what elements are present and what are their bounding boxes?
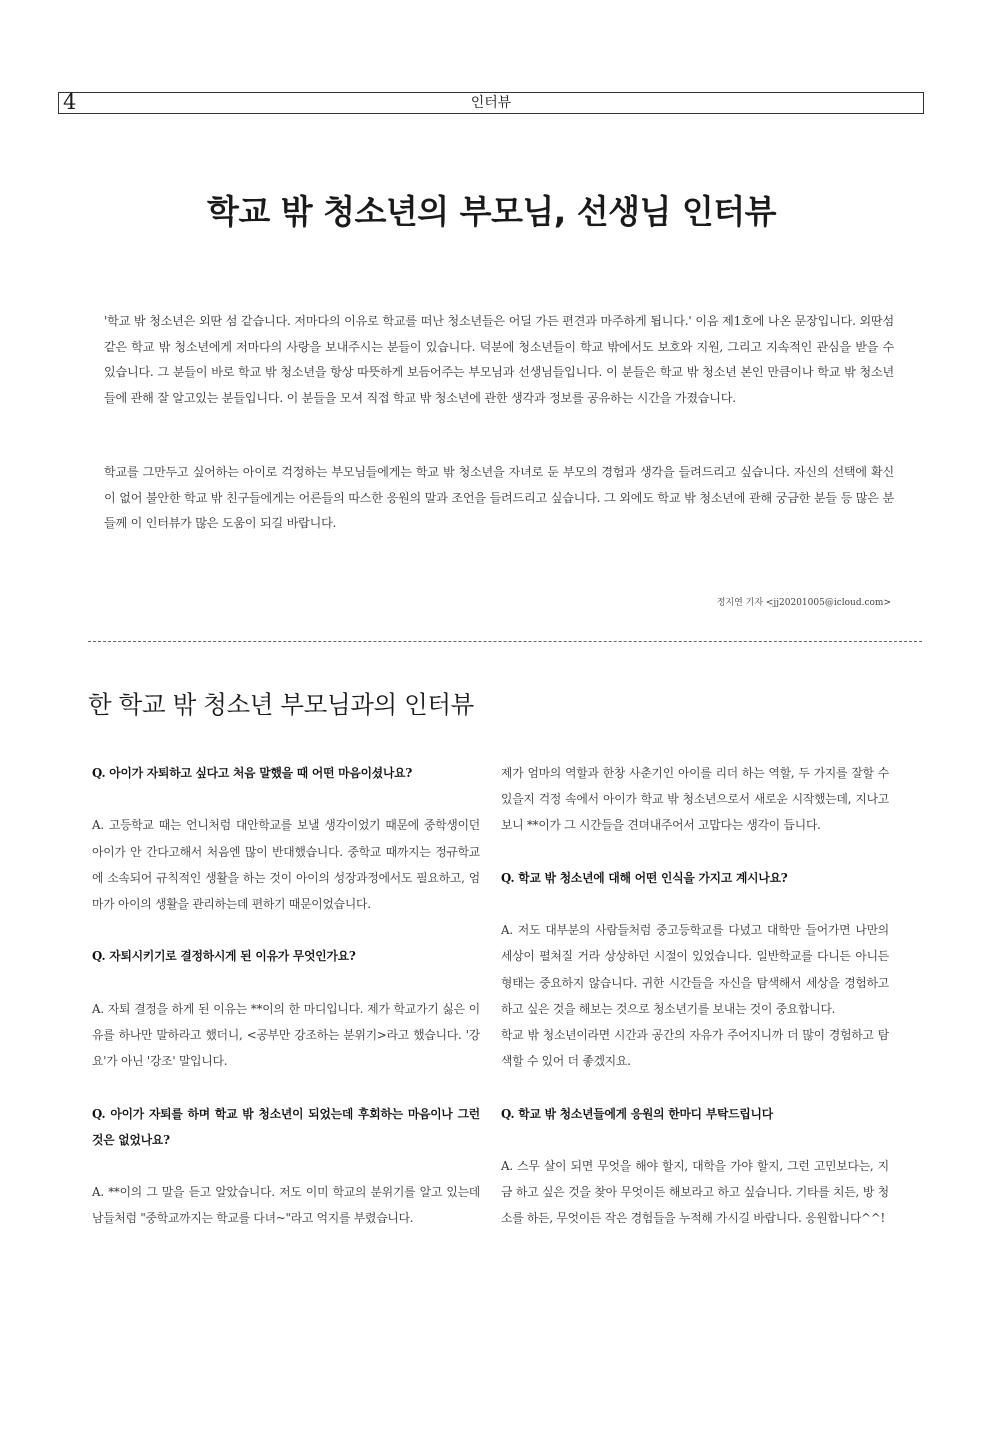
page-number: 4 (63, 90, 77, 114)
answer-4: A. 저도 대부분의 사람들처럼 중고등학교를 다녔고 대학만 들어가면 나만의 세상이 펼쳐질 거라 상상하던 시절이 있었습니다. 일반학교를 다니든 아니든 형태는 중요하지 않습니다. 귀한 시간들을 자신을 탐색해서 세상을 경험하고 하고 싶은 것을 해보는 것으로 청소년기를 보내는 것이 중요합니다. (501, 923, 889, 1016)
answer-2: A. 자퇴 결정을 하게 된 이유는 **이의 한 마디입니다. 제가 학교가기 싫은 이유를 하나만 말하라고 했더니, <공부만 강조하는 분위기>라고 했습니다. '강요'가 아닌 '강조' 말입니다. (92, 1001, 480, 1069)
section-divider (88, 641, 922, 642)
page-header (58, 92, 924, 114)
answer-5: A. 스무 살이 되면 무엇을 해야 할지, 대학을 가야 할지, 그런 고민보다는, 지금 하고 싶은 것을 찾아 무엇이든 해보라고 하고 싶습니다. 기타를 치든, 방 청소를 하든, 무엇이든 작은 경험들을 누적해 가시길 바랍니다. 응원합니다^^! (501, 1158, 889, 1226)
article-title: 학교 밖 청소년의 부모님, 선생님 인터뷰 (206, 192, 777, 231)
intro-paragraph-2: 학교를 그만두고 싶어하는 아이로 걱정하는 부모님들에게는 학교 밖 청소년을 자녀로 둔 부모의 경험과 생각을 들려드리고 싶습니다. 자신의 선택에 확신이 없어 불안한 학교 밖 친구들에게는 어른들의 따스한 응원의 말과 조언을 들려드리고 싶습니다. 그 외에도 학교 밖 청소년에 관해 궁금한 분들 등 많은 분들께 이 인터뷰가 많은 도움이 되길 바랍니다. (104, 465, 894, 530)
author-byline: 정지연 기자 <jj20201005@icloud.com> (716, 598, 891, 608)
question-5: Q. 학교 밖 청소년들에게 응원의 한마디 부탁드립니다 (501, 1106, 773, 1121)
question-3: Q. 아이가 자퇴를 하며 학교 밖 청소년이 되었는데 후회하는 마음이나 그런 것은 없었나요? (92, 1106, 480, 1147)
interview-column-right (501, 760, 889, 1232)
answer-3-continued: 제가 엄마의 역할과 한창 사춘기인 아이를 리더 하는 역할, 두 가지를 잘할 수 있을지 걱정 속에서 아이가 학교 밖 청소년으로서 새로운 시작했는데, 지나고 보니 **이가 그 시간들을 견뎌내주어서 고맙다는 생각이 듭니다. (501, 766, 889, 833)
interview-title: 한 학교 밖 청소년 부모님과의 인터뷰 (88, 690, 474, 719)
section-label: 인터뷰 (470, 95, 512, 111)
answer-3: A. **이의 그 말을 듣고 알았습니다. 저도 이미 학교의 분위기를 알고 있는데 남들처럼 "중학교까지는 학교를 다녀~"라고 억지를 부렸습니다. (92, 1185, 480, 1226)
answer-4-continued: 학교 밖 청소년이라면 시간과 공간의 자유가 주어지니까 더 많이 경험하고 탐색할 수 있어 더 좋겠지요. (501, 1028, 889, 1069)
interview-column-left (92, 760, 480, 1232)
question-2: Q. 자퇴시키기로 결정하시게 된 이유가 무엇인가요? (92, 949, 356, 964)
intro-paragraph-1: '학교 밖 청소년은 외딴 섬 같습니다. 저마다의 이유로 학교를 떠난 청소년들은 어딜 가든 편견과 마주하게 됩니다.' 이음 제1호에 나온 문장입니다. 외딴섬같은 학교 밖 청소년에게 저마다의 사랑을 보내주시는 분들이 있습니다. 덕분에 청소년들이 학교 밖에서도 보호와 지원, 그리고 지속적인 관심을 받을 수 있습니다. 그 분들이 바로 학교 밖 청소년을 항상 따뜻하게 보듬어주는 부모님과 선생님들입니다. 이 분들은 학교 밖 청소년 본인 만큼이나 학교 밖 청소년들에 관해 잘 알고있는 분들입니다. 이 분들을 모셔 직접 학교 밖 청소년에 관한 생각과 정보를 공유하는 시간을 가졌습니다. (104, 314, 894, 405)
question-4: Q. 학교 밖 청소년에 대해 어떤 인식을 가지고 계시나요? (501, 870, 788, 885)
answer-1: A. 고등학교 때는 언니처럼 대안학교를 보낼 생각이었기 때문에 중학생이던 아이가 안 간다고해서 처음엔 많이 반대했습니다. 중학교 때까지는 정규학교에 소속되어 규칙적인 생활을 하는 것이 아이의 성장과정에서도 필요하고, 엄마가 아이의 생활을 관리하는데 편하기 때문이었습니다. (92, 818, 480, 911)
question-1: Q. 아이가 자퇴하고 싶다고 처음 말했을 때 어떤 마음이셨나요? (92, 766, 413, 780)
